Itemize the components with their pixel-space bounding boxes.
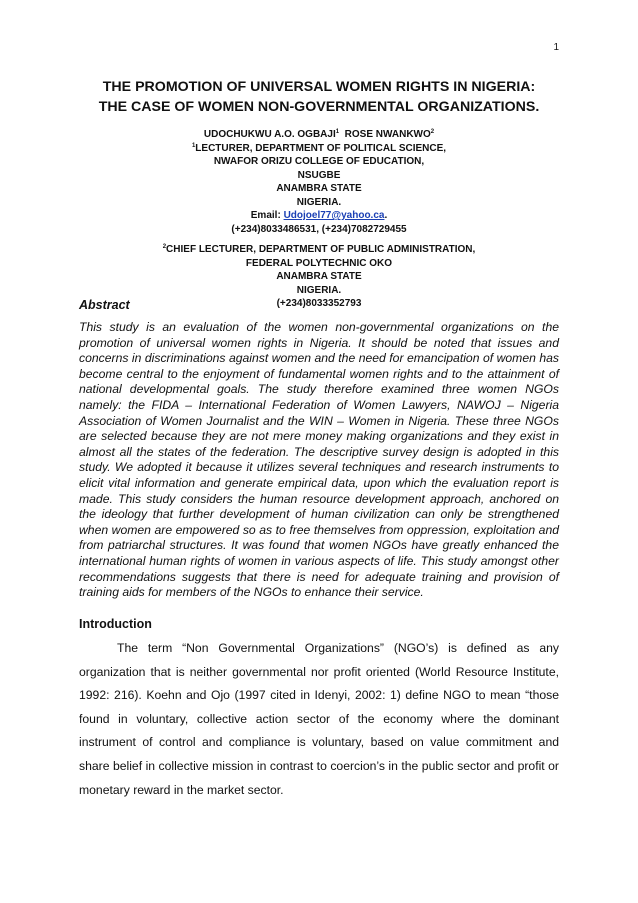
abstract-heading: Abstract	[79, 298, 130, 312]
author-block	[79, 128, 559, 311]
affiliation-2: $^2$CHIEF LECTURER, DEPARTMENT OF PUBLIC ADMINISTRATION,	[162, 244, 476, 255]
abstract-text: This study is an evaluation of the women non-governmental organizations on the promotion of universal women rights in Nigeria. It should be noted that issues and concerns in discriminations against women and the need for emancipation of women has become central to the enjoyment of fundamental women rights and to the attainment of national developmental goals. The study therefore examined three women NGOs namely: the FIDA – International Federation of Women Lawyers, NAWOJ – Nigeria Association of Women Journalist and the WIN – Women in Nigeria. These three NGOs are selected because they are not mere money making organizations and they exist in almost all the states of the federation. The descriptive survey design is adopted in this study. We adopted it because it utilizes several techniques and research instruments to elicit vital information and generate empirical data, upon which the evaluation report is made. This study considers the human resource development approach, anchored on the ideology that further development of human civilization can only be strengthened when women are empowered so as to free themselves from oppression, exploitation and from patriarchal structures. It was found that women NGOs have greatly enhanced the international human rights of women in various aspects of life. This study amongst other recommendations suggests that there is need for adequate training and provision of training aids for members of the NGOs to enhance their service.	[79, 320, 559, 600]
introduction-heading: Introduction	[79, 617, 152, 631]
email-link[interactable]: Udojoel77@yahoo.ca	[283, 210, 385, 221]
affiliation-2-country: NIGERIA.	[296, 284, 342, 296]
title-line-1: THE PROMOTION OF UNIVERSAL WOMEN RIGHTS IN NIGERIA:	[102, 79, 536, 95]
paper-title	[79, 77, 559, 117]
affiliation-1-town: NSUGBE	[297, 169, 341, 181]
author-phones-2: (+234)8033352793	[276, 298, 362, 309]
introduction-body	[79, 637, 559, 802]
author-email-line: Email: Udojoel77@yahoo.ca.	[250, 210, 388, 221]
affiliation-1-state: ANAMBRA STATE	[276, 183, 362, 194]
affiliation-1-college: NWAFOR ORIZU COLLEGE OF EDUCATION,	[213, 156, 425, 167]
author-phones-1: (+234)8033486531, (+234)7082729455	[231, 223, 407, 235]
introduction-text: The term “Non Governmental Organizations” (NGO’s) is defined as any organization that is neither governmental nor profit oriented (World Resource Institute, 1992: 216). Koehn and Ojo (1997 cited in Idenyi, 2002: 1) define NGO to mean “those found in voluntary, collective action sector of the economy where the dominant instrument of control and compliance is voluntary, based on value commitment and share belief in collective mission in contrast to coercion’s in the public sector and profit or monetary reward in the market sector.	[79, 641, 559, 797]
author-names: UDOCHUKWU A.O. OGBAJI$^1$ ROSE NWANKWO$^2$	[203, 129, 435, 140]
page-number: 1	[553, 42, 559, 53]
abstract-body	[79, 320, 559, 601]
affiliation-1-country: NIGERIA.	[296, 196, 342, 208]
affiliation-2-state: ANAMBRA STATE	[276, 271, 362, 282]
affiliation-1: $^1$LECTURER, DEPARTMENT OF POLITICAL SCIENCE,	[191, 142, 447, 154]
title-line-2: THE CASE OF WOMEN NON-GOVERNMENTAL ORGANIZATIONS.	[98, 99, 540, 115]
affiliation-2-institution: FEDERAL POLYTECHNIC OKO	[245, 257, 393, 269]
